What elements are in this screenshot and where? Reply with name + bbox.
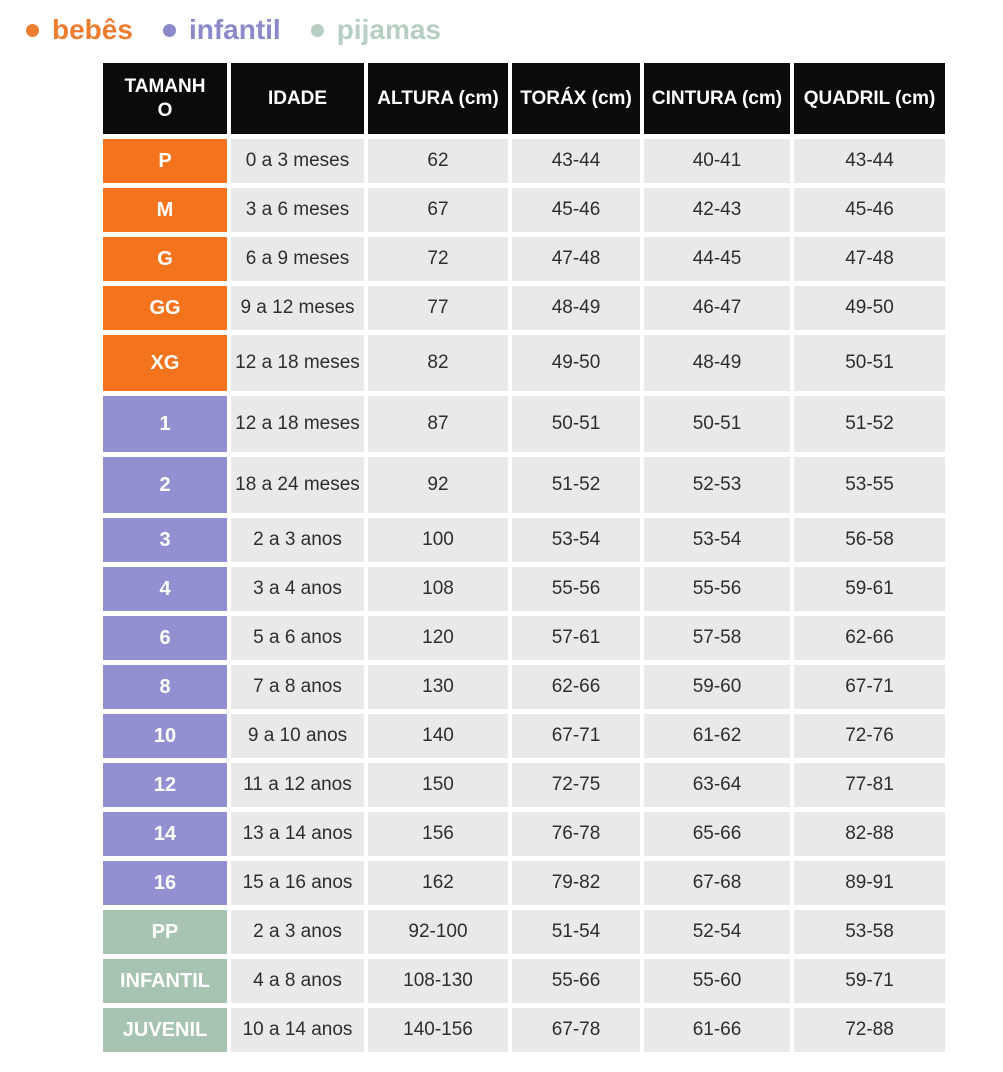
legend bbox=[26, 14, 441, 46]
altura-cell: 150 bbox=[368, 763, 508, 807]
idade-cell: 13 a 14 anos bbox=[231, 812, 364, 856]
cintura-cell: 67-68 bbox=[644, 861, 790, 905]
cintura-cell: 46-47 bbox=[644, 286, 790, 330]
quadril-cell: 67-71 bbox=[794, 665, 945, 709]
legend-item-pijamas bbox=[311, 14, 441, 46]
torax-cell: 55-56 bbox=[512, 567, 640, 611]
table-row bbox=[103, 959, 945, 1003]
quadril-cell: 72-88 bbox=[794, 1008, 945, 1052]
cintura-cell: 52-54 bbox=[644, 910, 790, 954]
altura-cell: 108 bbox=[368, 567, 508, 611]
torax-cell: 43-44 bbox=[512, 139, 640, 183]
cintura-cell: 53-54 bbox=[644, 518, 790, 562]
idade-cell: 6 a 9 meses bbox=[231, 237, 364, 281]
altura-cell: 108-130 bbox=[368, 959, 508, 1003]
size-cell: 8 bbox=[103, 665, 227, 709]
column-header: QUADRIL (cm) bbox=[794, 63, 945, 134]
idade-cell: 12 a 18 meses bbox=[231, 396, 364, 452]
size-cell: INFANTIL bbox=[103, 959, 227, 1003]
legend-label-pijamas: pijamas bbox=[336, 14, 441, 45]
torax-cell: 50-51 bbox=[512, 396, 640, 452]
quadril-cell: 82-88 bbox=[794, 812, 945, 856]
altura-cell: 72 bbox=[368, 237, 508, 281]
quadril-cell: 56-58 bbox=[794, 518, 945, 562]
torax-cell: 55-66 bbox=[512, 959, 640, 1003]
altura-cell: 62 bbox=[368, 139, 508, 183]
torax-cell: 79-82 bbox=[512, 861, 640, 905]
altura-cell: 67 bbox=[368, 188, 508, 232]
idade-cell: 11 a 12 anos bbox=[231, 763, 364, 807]
size-cell: XG bbox=[103, 335, 227, 391]
size-cell: 6 bbox=[103, 616, 227, 660]
column-header: TAMANHO bbox=[103, 63, 227, 134]
quadril-cell: 43-44 bbox=[794, 139, 945, 183]
legend-label-bebes: bebês bbox=[52, 14, 133, 45]
torax-cell: 53-54 bbox=[512, 518, 640, 562]
cintura-cell: 48-49 bbox=[644, 335, 790, 391]
idade-cell: 15 a 16 anos bbox=[231, 861, 364, 905]
size-cell: 3 bbox=[103, 518, 227, 562]
table-row bbox=[103, 518, 945, 562]
cintura-cell: 40-41 bbox=[644, 139, 790, 183]
size-cell: 12 bbox=[103, 763, 227, 807]
idade-cell: 7 a 8 anos bbox=[231, 665, 364, 709]
table-row bbox=[103, 396, 945, 452]
torax-cell: 76-78 bbox=[512, 812, 640, 856]
torax-cell: 57-61 bbox=[512, 616, 640, 660]
torax-cell: 48-49 bbox=[512, 286, 640, 330]
table-row bbox=[103, 861, 945, 905]
altura-cell: 130 bbox=[368, 665, 508, 709]
size-cell: GG bbox=[103, 286, 227, 330]
table-row bbox=[103, 457, 945, 513]
idade-cell: 9 a 10 anos bbox=[231, 714, 364, 758]
cintura-cell: 44-45 bbox=[644, 237, 790, 281]
table-row bbox=[103, 665, 945, 709]
column-header: CINTURA (cm) bbox=[644, 63, 790, 134]
quadril-cell: 77-81 bbox=[794, 763, 945, 807]
table-row bbox=[103, 567, 945, 611]
bullet-icon bbox=[26, 24, 39, 37]
idade-cell: 5 a 6 anos bbox=[231, 616, 364, 660]
legend-item-bebes bbox=[26, 14, 133, 46]
table-body bbox=[103, 139, 945, 1052]
altura-cell: 140-156 bbox=[368, 1008, 508, 1052]
quadril-cell: 59-71 bbox=[794, 959, 945, 1003]
quadril-cell: 49-50 bbox=[794, 286, 945, 330]
quadril-cell: 51-52 bbox=[794, 396, 945, 452]
size-cell: 14 bbox=[103, 812, 227, 856]
idade-cell: 2 a 3 anos bbox=[231, 518, 364, 562]
altura-cell: 156 bbox=[368, 812, 508, 856]
table-row bbox=[103, 714, 945, 758]
table-row bbox=[103, 1008, 945, 1052]
idade-cell: 2 a 3 anos bbox=[231, 910, 364, 954]
table-row bbox=[103, 335, 945, 391]
cintura-cell: 59-60 bbox=[644, 665, 790, 709]
size-cell: 16 bbox=[103, 861, 227, 905]
bullet-icon bbox=[163, 24, 176, 37]
quadril-cell: 50-51 bbox=[794, 335, 945, 391]
altura-cell: 82 bbox=[368, 335, 508, 391]
column-header: IDADE bbox=[231, 63, 364, 134]
quadril-cell: 53-58 bbox=[794, 910, 945, 954]
table-row bbox=[103, 910, 945, 954]
idade-cell: 3 a 6 meses bbox=[231, 188, 364, 232]
idade-cell: 0 a 3 meses bbox=[231, 139, 364, 183]
table-row bbox=[103, 286, 945, 330]
torax-cell: 67-78 bbox=[512, 1008, 640, 1052]
size-cell: G bbox=[103, 237, 227, 281]
cintura-cell: 55-56 bbox=[644, 567, 790, 611]
column-header: TORÁX (cm) bbox=[512, 63, 640, 134]
cintura-cell: 61-66 bbox=[644, 1008, 790, 1052]
cintura-cell: 65-66 bbox=[644, 812, 790, 856]
torax-cell: 51-52 bbox=[512, 457, 640, 513]
size-cell: 1 bbox=[103, 396, 227, 452]
legend-label-infantil: infantil bbox=[188, 14, 281, 45]
idade-cell: 12 a 18 meses bbox=[231, 335, 364, 391]
idade-cell: 10 a 14 anos bbox=[231, 1008, 364, 1052]
size-cell: 10 bbox=[103, 714, 227, 758]
column-header: ALTURA (cm) bbox=[368, 63, 508, 134]
altura-cell: 100 bbox=[368, 518, 508, 562]
header-row bbox=[103, 63, 945, 134]
torax-cell: 67-71 bbox=[512, 714, 640, 758]
cintura-cell: 50-51 bbox=[644, 396, 790, 452]
altura-cell: 120 bbox=[368, 616, 508, 660]
table-row bbox=[103, 188, 945, 232]
size-cell: PP bbox=[103, 910, 227, 954]
size-cell: JUVENIL bbox=[103, 1008, 227, 1052]
table-row bbox=[103, 616, 945, 660]
quadril-cell: 72-76 bbox=[794, 714, 945, 758]
size-table bbox=[99, 58, 949, 1057]
idade-cell: 18 a 24 meses bbox=[231, 457, 364, 513]
size-cell: P bbox=[103, 139, 227, 183]
torax-cell: 47-48 bbox=[512, 237, 640, 281]
cintura-cell: 42-43 bbox=[644, 188, 790, 232]
cintura-cell: 61-62 bbox=[644, 714, 790, 758]
idade-cell: 9 a 12 meses bbox=[231, 286, 364, 330]
size-cell: 2 bbox=[103, 457, 227, 513]
bullet-icon bbox=[311, 24, 324, 37]
torax-cell: 49-50 bbox=[512, 335, 640, 391]
torax-cell: 51-54 bbox=[512, 910, 640, 954]
table-row bbox=[103, 763, 945, 807]
torax-cell: 45-46 bbox=[512, 188, 640, 232]
idade-cell: 4 a 8 anos bbox=[231, 959, 364, 1003]
torax-cell: 62-66 bbox=[512, 665, 640, 709]
altura-cell: 92 bbox=[368, 457, 508, 513]
altura-cell: 87 bbox=[368, 396, 508, 452]
idade-cell: 3 a 4 anos bbox=[231, 567, 364, 611]
torax-cell: 72-75 bbox=[512, 763, 640, 807]
legend-item-infantil bbox=[163, 14, 281, 46]
size-cell: 4 bbox=[103, 567, 227, 611]
cintura-cell: 57-58 bbox=[644, 616, 790, 660]
altura-cell: 140 bbox=[368, 714, 508, 758]
cintura-cell: 52-53 bbox=[644, 457, 790, 513]
quadril-cell: 62-66 bbox=[794, 616, 945, 660]
table-row bbox=[103, 139, 945, 183]
quadril-cell: 47-48 bbox=[794, 237, 945, 281]
cintura-cell: 63-64 bbox=[644, 763, 790, 807]
quadril-cell: 45-46 bbox=[794, 188, 945, 232]
table-row bbox=[103, 237, 945, 281]
quadril-cell: 53-55 bbox=[794, 457, 945, 513]
table-row bbox=[103, 812, 945, 856]
quadril-cell: 89-91 bbox=[794, 861, 945, 905]
altura-cell: 92-100 bbox=[368, 910, 508, 954]
cintura-cell: 55-60 bbox=[644, 959, 790, 1003]
altura-cell: 77 bbox=[368, 286, 508, 330]
size-cell: M bbox=[103, 188, 227, 232]
altura-cell: 162 bbox=[368, 861, 508, 905]
quadril-cell: 59-61 bbox=[794, 567, 945, 611]
